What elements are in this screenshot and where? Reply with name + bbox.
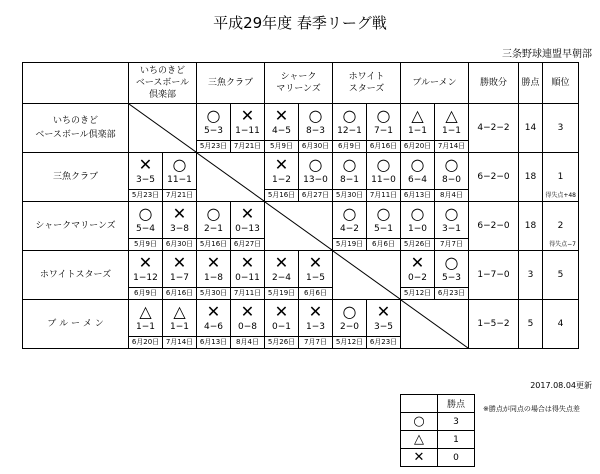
result-symbol: △	[445, 106, 458, 125]
result-symbol: ✕	[274, 253, 289, 272]
game-result	[401, 251, 434, 299]
game-score: 4−2	[340, 224, 359, 234]
game-date: 6月13日	[197, 336, 230, 348]
match-cell	[129, 153, 197, 202]
game-result	[265, 251, 298, 299]
match-cell	[265, 300, 333, 349]
game-score: 1−3	[306, 322, 325, 332]
game-score: 13−0	[303, 175, 328, 185]
game-score: 1−11	[235, 126, 260, 136]
game-date: 6月20日	[129, 336, 162, 348]
match-cell	[401, 251, 469, 300]
game-date: 8月4日	[231, 336, 264, 348]
game-date: 7月7日	[435, 238, 468, 250]
game-score: 3−1	[442, 224, 461, 234]
match-cell	[129, 202, 197, 251]
goal-diff-note: 得失点−7	[549, 241, 576, 248]
game-result	[162, 202, 196, 250]
result-symbol: ✕	[206, 302, 221, 321]
win-loss-draw: 1−5−2	[469, 300, 519, 349]
team-row	[23, 202, 579, 251]
game-date: 6月23日	[435, 287, 468, 299]
game-score: 5−1	[374, 224, 393, 234]
game-result	[333, 202, 366, 250]
game-result	[434, 153, 468, 201]
game-score: 12−1	[337, 126, 362, 136]
game-result	[265, 153, 298, 201]
page-title: 平成29年度 春季リーグ戦	[213, 14, 387, 32]
game-result	[197, 104, 230, 152]
game-date: 5月16日	[265, 189, 298, 201]
self-match-cell	[333, 251, 401, 300]
match-cell	[197, 300, 265, 349]
result-symbol: ✕	[172, 204, 187, 223]
result-symbol: ○	[444, 204, 459, 223]
game-score: 7−1	[374, 126, 393, 136]
legend-symbol: △	[401, 431, 438, 449]
win-loss-draw: 1−7−0	[469, 251, 519, 300]
legend-symbol: ✕	[401, 449, 438, 467]
game-score: 5−3	[442, 273, 461, 283]
result-symbol: ○	[342, 155, 357, 174]
game-result	[401, 202, 434, 250]
game-date: 5月23日	[197, 140, 230, 152]
game-date: 5月30日	[333, 189, 366, 201]
game-score: 2−1	[204, 224, 223, 234]
team-column-header: いちのきど ベースボール 倶楽部	[129, 63, 197, 104]
game-date: 5月19日	[333, 238, 366, 250]
game-score: 1−7	[170, 273, 189, 283]
game-date: 5月12日	[333, 336, 366, 348]
goal-diff-note: 得失点+48	[545, 192, 576, 199]
updated-date: 2017.08.04更新	[530, 381, 592, 390]
game-result	[333, 104, 366, 152]
game-result	[230, 104, 264, 152]
game-result	[298, 300, 332, 348]
legend-points: 3	[438, 413, 475, 431]
game-score: 1−1	[170, 322, 189, 332]
match-cell	[129, 300, 197, 349]
game-result	[129, 300, 162, 348]
self-match-cell	[401, 300, 469, 349]
result-symbol: ✕	[308, 302, 323, 321]
team-column-header: シャーク マリーンズ	[265, 63, 333, 104]
game-date: 7月21日	[231, 140, 264, 152]
points-value: 18	[519, 153, 543, 202]
game-date: 7月7日	[299, 336, 332, 348]
game-score: 1−1	[442, 126, 461, 136]
win-loss-draw: 4−2−2	[469, 104, 519, 153]
game-score: 11−1	[167, 175, 192, 185]
result-symbol: ✕	[308, 253, 323, 272]
game-result	[434, 251, 468, 299]
rank-value: 1 得失点+48	[543, 153, 579, 202]
game-result	[434, 104, 468, 152]
game-score: 0−13	[235, 224, 260, 234]
points-legend	[400, 394, 475, 467]
match-cell	[129, 251, 197, 300]
match-cell	[401, 104, 469, 153]
team-row	[23, 104, 579, 153]
game-date: 6月23日	[367, 336, 400, 348]
result-symbol: ✕	[138, 253, 153, 272]
result-symbol: ○	[410, 204, 425, 223]
game-result	[129, 202, 162, 250]
game-result	[230, 300, 264, 348]
self-match-cell	[197, 153, 265, 202]
match-cell	[333, 202, 401, 251]
match-cell	[401, 202, 469, 251]
game-score: 3−8	[170, 224, 189, 234]
game-date: 6月30日	[163, 238, 196, 250]
match-cell	[333, 300, 401, 349]
game-date: 6月27日	[299, 189, 332, 201]
game-score: 1−1	[408, 126, 427, 136]
game-date: 7月14日	[163, 336, 196, 348]
legend-points: 0	[438, 449, 475, 467]
organizer-label: 三条野球連盟早朝部	[502, 49, 592, 60]
game-result	[197, 251, 230, 299]
game-score: 3−5	[374, 322, 393, 332]
game-score: 11−0	[371, 175, 396, 185]
game-date: 6月30日	[299, 140, 332, 152]
game-result	[298, 251, 332, 299]
game-result	[401, 153, 434, 201]
game-score: 6−4	[408, 175, 427, 185]
team-name: 三魚クラブ	[23, 153, 129, 202]
game-date: 5月26日	[401, 238, 434, 250]
rank-value: 2 得失点−7	[543, 202, 579, 251]
result-symbol: ○	[172, 155, 187, 174]
game-score: 4−6	[204, 322, 223, 332]
result-symbol: ○	[206, 204, 221, 223]
game-result	[265, 104, 298, 152]
result-symbol: ✕	[274, 106, 289, 125]
legend-header: 勝点	[438, 395, 475, 413]
game-result	[162, 251, 196, 299]
rank-value: 4	[543, 300, 579, 349]
result-symbol: ✕	[274, 302, 289, 321]
result-symbol: ○	[444, 155, 459, 174]
points-value: 14	[519, 104, 543, 153]
match-cell	[333, 153, 401, 202]
game-result	[366, 300, 400, 348]
game-result	[129, 153, 162, 201]
result-symbol: ○	[138, 204, 153, 223]
game-score: 0−8	[238, 322, 257, 332]
game-date: 7月21日	[163, 189, 196, 201]
team-name: いちのきど ベースボール倶楽部	[23, 104, 129, 153]
game-date: 8月4日	[435, 189, 468, 201]
game-score: 5−3	[204, 126, 223, 136]
result-symbol: ✕	[240, 204, 255, 223]
points-value: 3	[519, 251, 543, 300]
match-cell	[265, 251, 333, 300]
game-result	[298, 104, 332, 152]
rank-value: 3	[543, 104, 579, 153]
game-score: 4−5	[272, 126, 291, 136]
game-score: 1−0	[408, 224, 427, 234]
game-date: 6月9日	[129, 287, 162, 299]
game-date: 6月6日	[299, 287, 332, 299]
game-score: 8−3	[306, 126, 325, 136]
result-symbol: ○	[308, 155, 323, 174]
league-table	[22, 62, 579, 349]
record-header: 勝敗分	[469, 63, 519, 104]
game-date: 6月16日	[163, 287, 196, 299]
game-result	[333, 153, 366, 201]
game-score: 1−8	[204, 273, 223, 283]
win-loss-draw: 6−2−0	[469, 202, 519, 251]
game-date: 6月6日	[367, 238, 400, 250]
game-score: 1−2	[272, 175, 291, 185]
rank-header: 順位	[543, 63, 579, 104]
game-date: 7月11日	[367, 189, 400, 201]
win-loss-draw: 6−2−0	[469, 153, 519, 202]
points-value: 18	[519, 202, 543, 251]
legend-points: 1	[438, 431, 475, 449]
result-symbol: ✕	[172, 253, 187, 272]
game-date: 6月16日	[367, 140, 400, 152]
team-row	[23, 251, 579, 300]
game-score: 1−5	[306, 273, 325, 283]
points-value: 5	[519, 300, 543, 349]
game-date: 5月19日	[265, 287, 298, 299]
match-cell	[265, 153, 333, 202]
game-result	[162, 153, 196, 201]
game-result	[197, 300, 230, 348]
result-symbol: ○	[376, 155, 391, 174]
game-result	[298, 153, 332, 201]
game-date: 5月30日	[197, 287, 230, 299]
match-cell	[197, 104, 265, 153]
team-name: ブ ル ー メ ン	[23, 300, 129, 349]
game-result	[333, 300, 366, 348]
team-column-header: ブルーメン	[401, 63, 469, 104]
game-date: 5月9日	[265, 140, 298, 152]
game-score: 0−11	[235, 273, 260, 283]
rank-value: 5	[543, 251, 579, 300]
game-result	[434, 202, 468, 250]
game-result	[129, 251, 162, 299]
result-symbol: ✕	[138, 155, 153, 174]
result-symbol: ✕	[274, 155, 289, 174]
points-header: 勝点	[519, 63, 543, 104]
game-date: 6月27日	[231, 238, 264, 250]
game-result	[401, 104, 434, 152]
result-symbol: ○	[342, 302, 357, 321]
corner-cell	[23, 63, 129, 104]
match-cell	[265, 104, 333, 153]
game-result	[366, 104, 400, 152]
game-score: 8−1	[340, 175, 359, 185]
team-name: ホワイトスターズ	[23, 251, 129, 300]
team-row	[23, 300, 579, 349]
game-score: 8−0	[442, 175, 461, 185]
game-date: 5月9日	[129, 238, 162, 250]
game-score: 0−1	[272, 322, 291, 332]
result-symbol: ✕	[240, 302, 255, 321]
match-cell	[401, 153, 469, 202]
result-symbol: ○	[206, 106, 221, 125]
game-result	[230, 251, 264, 299]
result-symbol: ○	[410, 155, 425, 174]
game-date: 6月13日	[401, 189, 434, 201]
game-score: 0−2	[408, 273, 427, 283]
match-cell	[333, 104, 401, 153]
match-cell	[197, 251, 265, 300]
game-date: 5月23日	[129, 189, 162, 201]
result-symbol: ○	[444, 253, 459, 272]
game-result	[230, 202, 264, 250]
legend-corner	[401, 395, 438, 413]
game-score: 2−0	[340, 322, 359, 332]
self-match-cell	[129, 104, 197, 153]
team-column-header: 三魚クラブ	[197, 63, 265, 104]
match-cell	[197, 202, 265, 251]
result-symbol: ○	[376, 106, 391, 125]
game-result	[197, 202, 230, 250]
game-score: 1−12	[133, 273, 158, 283]
tiebreak-note: ※勝点が同点の場合は得失点差	[483, 405, 580, 413]
game-date: 6月20日	[401, 140, 434, 152]
game-score: 2−4	[272, 273, 291, 283]
game-result	[366, 202, 400, 250]
game-date: 5月26日	[265, 336, 298, 348]
result-symbol: △	[411, 106, 424, 125]
result-symbol: ○	[376, 204, 391, 223]
game-result	[162, 300, 196, 348]
result-symbol: ✕	[240, 253, 255, 272]
result-symbol: △	[139, 302, 152, 321]
result-symbol: ✕	[376, 302, 391, 321]
game-date: 5月12日	[401, 287, 434, 299]
self-match-cell	[265, 202, 333, 251]
game-date: 5月16日	[197, 238, 230, 250]
game-result	[265, 300, 298, 348]
game-date: 6月9日	[333, 140, 366, 152]
result-symbol: ○	[308, 106, 323, 125]
game-date: 7月11日	[231, 287, 264, 299]
team-column-header: ホワイト スターズ	[333, 63, 401, 104]
game-date: 7月14日	[435, 140, 468, 152]
game-score: 5−4	[136, 224, 155, 234]
team-row	[23, 153, 579, 202]
result-symbol: ✕	[240, 106, 255, 125]
result-symbol: △	[173, 302, 186, 321]
team-name: シャークマリーンズ	[23, 202, 129, 251]
result-symbol: ○	[342, 204, 357, 223]
game-score: 3−5	[136, 175, 155, 185]
legend-symbol: ○	[401, 413, 438, 431]
result-symbol: ✕	[410, 253, 425, 272]
result-symbol: ○	[342, 106, 357, 125]
game-score: 1−1	[136, 322, 155, 332]
result-symbol: ✕	[206, 253, 221, 272]
game-result	[366, 153, 400, 201]
